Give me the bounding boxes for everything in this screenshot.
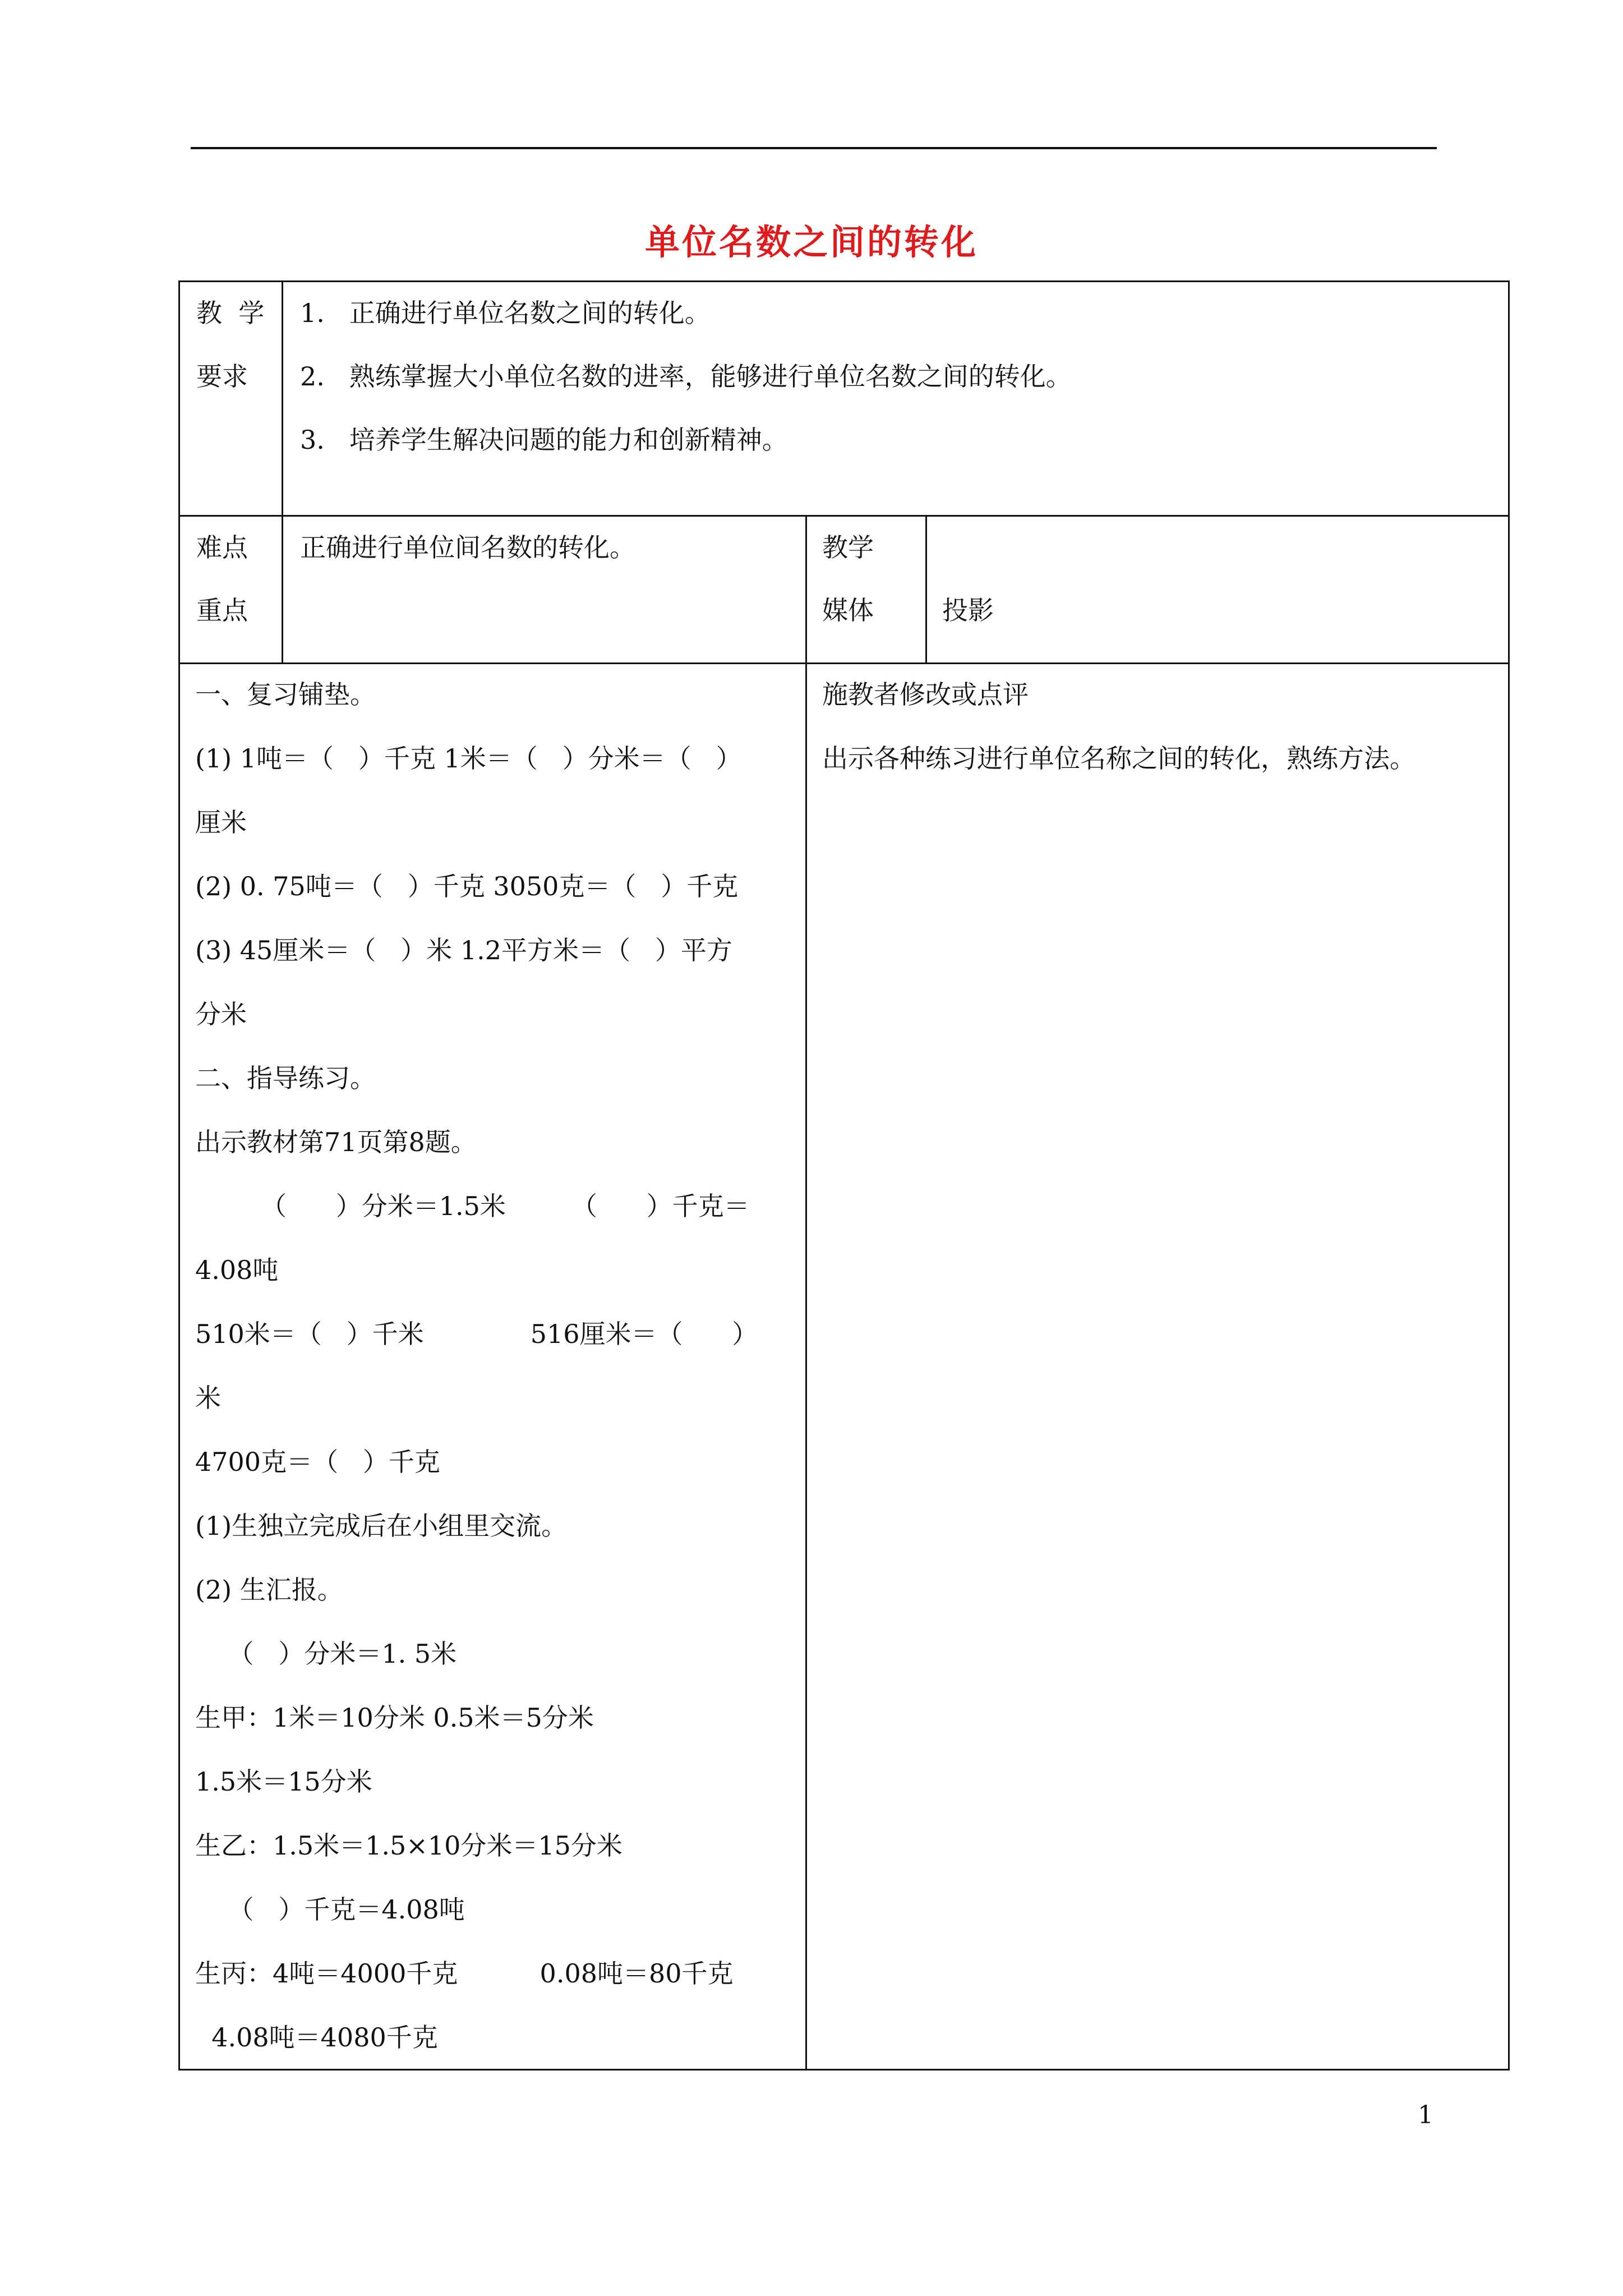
media-label-2: 媒体 bbox=[822, 595, 874, 625]
comment-header: 施教者修改或点评 bbox=[822, 679, 1029, 710]
process-line: 二、指导练习。 bbox=[195, 1063, 376, 1093]
key-points-divider-1 bbox=[282, 515, 283, 664]
page-title: 单位名数之间的转化 bbox=[644, 222, 978, 263]
process-line: （ ）千克＝4.08吨 bbox=[195, 1894, 465, 1925]
process-line: 米 bbox=[195, 1383, 221, 1413]
key-points-divider-3 bbox=[925, 515, 927, 664]
media-label-1: 教学 bbox=[822, 532, 874, 563]
objectives-label-2: 要求 bbox=[196, 361, 248, 392]
header-rule bbox=[191, 147, 1437, 149]
process-line: 生乙：1.5米＝1.5×10分米＝15分米 bbox=[195, 1830, 623, 1861]
process-line: 厘米 bbox=[195, 807, 247, 838]
key-points-label-2: 重点 bbox=[196, 595, 248, 625]
process-line: 1.5米＝15分米 bbox=[195, 1766, 372, 1797]
process-line: 4.08吨＝4080千克 bbox=[195, 2022, 438, 2053]
key-points-label-1: 难点 bbox=[196, 532, 248, 563]
key-points-divider-2 bbox=[805, 515, 807, 664]
process-line: 510米＝（ ）千米 516厘米＝（ ） bbox=[195, 1319, 758, 1349]
objective-item: 2. 熟练掌握大小单位名数的进率，能够进行单位名数之间的转化。 bbox=[300, 361, 1072, 392]
objective-item: 1. 正确进行单位名数之间的转化。 bbox=[300, 298, 711, 328]
process-line: 4700克＝（ ）千克 bbox=[195, 1447, 440, 1477]
process-line: 生丙：4吨＝4000千克 0.08吨＝80千克 bbox=[195, 1958, 734, 1989]
process-line: 出示教材第71页第8题。 bbox=[195, 1127, 477, 1157]
process-line: (2) 0. 75吨＝（ ）千克 3050克＝（ ）千克 bbox=[195, 871, 739, 901]
objective-item: 3. 培养学生解决问题的能力和创新精神。 bbox=[300, 425, 788, 455]
process-line: (2) 生汇报。 bbox=[195, 1575, 343, 1605]
process-line: 分米 bbox=[195, 999, 247, 1029]
comment-text: 出示各种练习进行单位名称之间的转化，熟练方法。 bbox=[822, 743, 1415, 774]
media-value: 投影 bbox=[942, 595, 994, 625]
process-line: (1) 1吨＝（ ）千克 1米＝（ ）分米＝（ ） bbox=[195, 743, 742, 774]
objectives-divider bbox=[282, 280, 283, 517]
process-line: (1)生独立完成后在小组里交流。 bbox=[195, 1511, 568, 1541]
process-line: 4.08吨 bbox=[195, 1255, 279, 1285]
process-line: （ ）分米＝1. 5米 bbox=[195, 1639, 457, 1669]
process-line: （ ）分米＝1.5米 （ ）千克＝ bbox=[195, 1191, 750, 1221]
process-line: 一、复习铺垫。 bbox=[195, 679, 376, 710]
page-number: 1 bbox=[1418, 2101, 1433, 2129]
process-line: 生甲：1米＝10分米 0.5米＝5分米 bbox=[195, 1703, 594, 1733]
key-points-text: 正确进行单位间名数的转化。 bbox=[300, 532, 635, 563]
process-line: (3) 45厘米＝（ ）米 1.2平方米＝（ ）平方 bbox=[195, 935, 732, 965]
process-divider bbox=[805, 662, 807, 2070]
objectives-label-1: 教 学 bbox=[196, 298, 265, 328]
